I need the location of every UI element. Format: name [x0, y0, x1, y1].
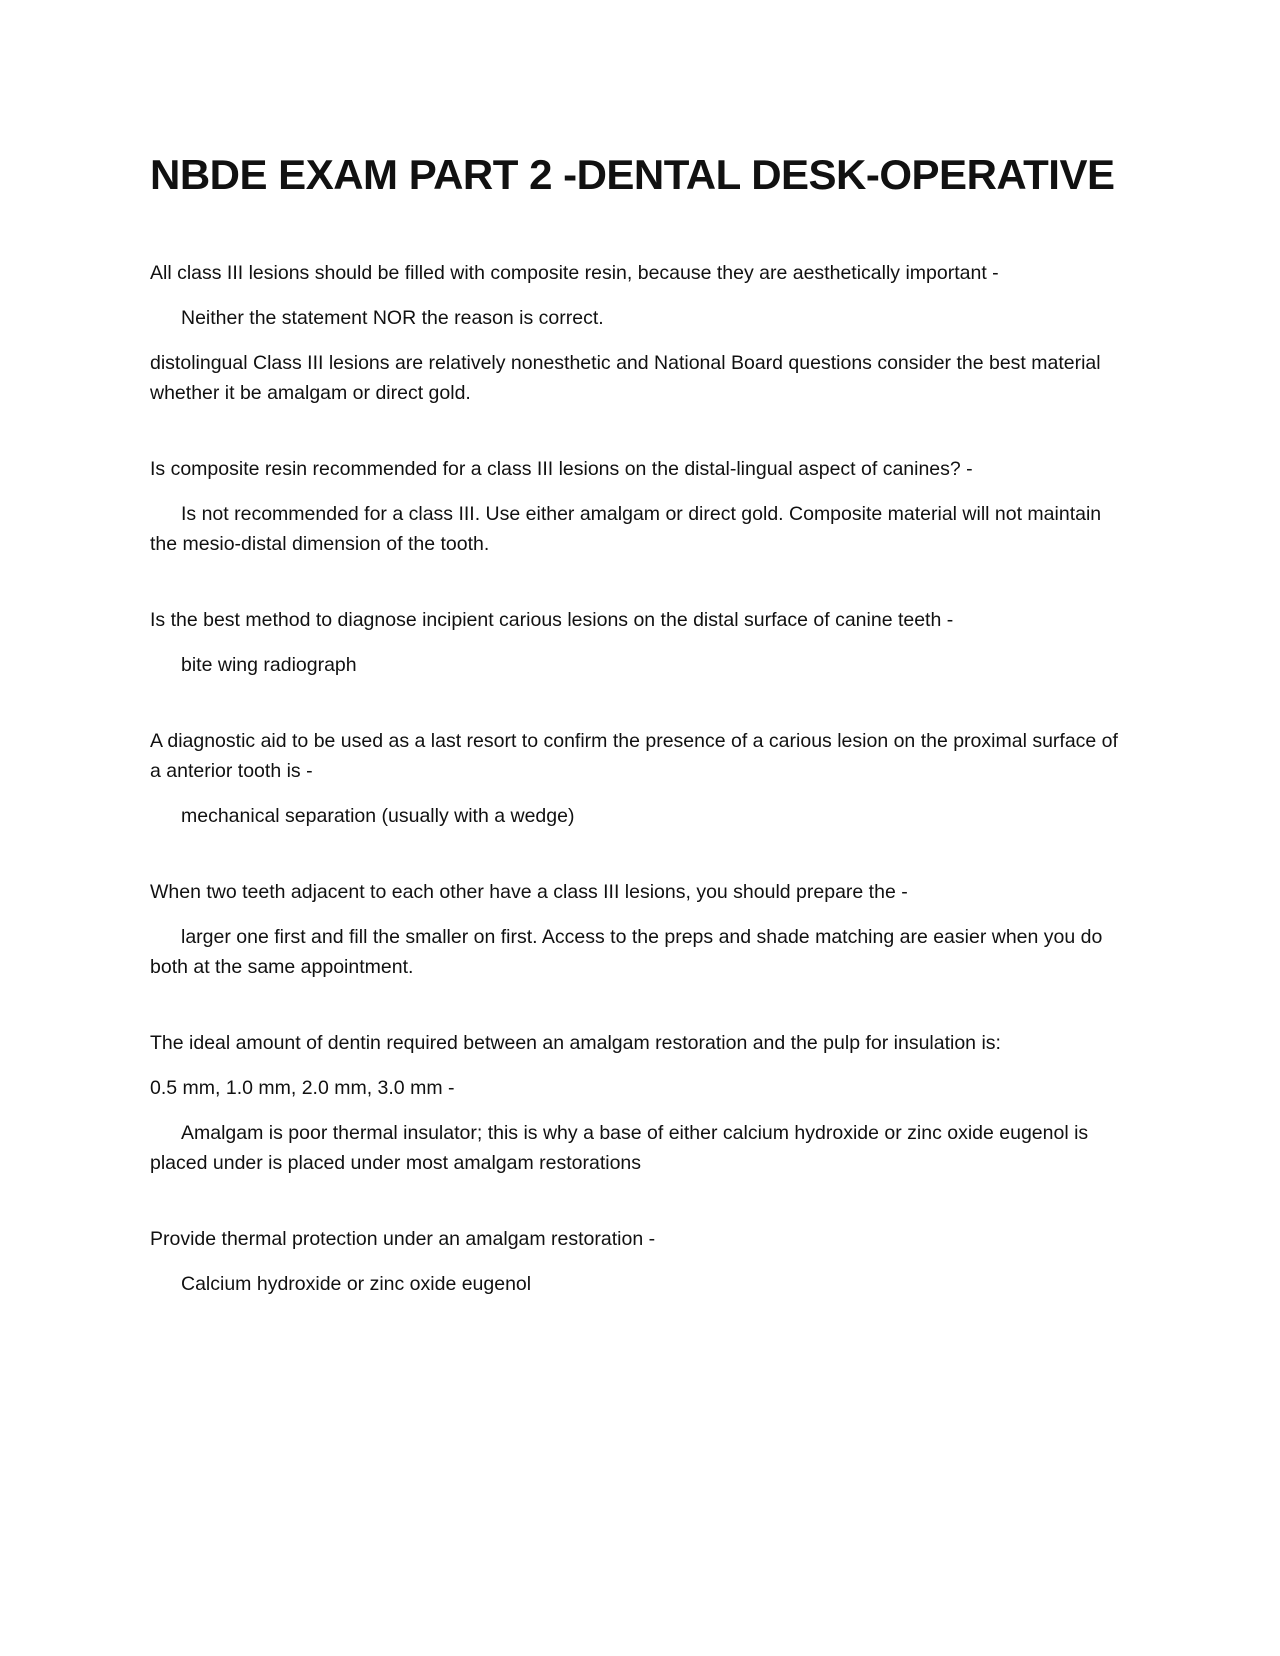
- question-text: A diagnostic aid to be used as a last resort to confirm the presence of a carious lesion on the proximal surface of a anterior tooth is -: [150, 730, 1118, 783]
- question-text: All class III lesions should be filled with composite resin, because they are aesthetically important -: [150, 262, 999, 285]
- document-body: [150, 150, 1125, 1345]
- qa-item-7: [150, 1224, 1125, 1299]
- question-text: Provide thermal protection under an amalgam restoration -: [150, 1228, 656, 1251]
- explanation-text: distolingual Class III lesions are relatively nonesthetic and National Board questions consider the best material whether it be amalgam or direct gold.: [150, 352, 1101, 405]
- document-title: NBDE EXAM PART 2 -DENTAL DESK-OPERATIVE: [150, 151, 1115, 198]
- qa-item-2: [150, 454, 1125, 559]
- qa-item-5: [150, 877, 1125, 982]
- question-text: Is composite resin recommended for a class III lesions on the distal-lingual aspect of canines? -: [150, 458, 973, 481]
- question-text: Is the best method to diagnose incipient carious lesions on the distal surface of canine teeth -: [150, 609, 954, 632]
- question-options-text: 0.5 mm, 1.0 mm, 2.0 mm, 3.0 mm -: [150, 1077, 455, 1100]
- qa-item-6: [150, 1028, 1125, 1178]
- qa-item-1: [150, 258, 1125, 408]
- answer-text: larger one first and fill the smaller on first. Access to the preps and shade matching are easier when you do both at the same appointment.: [150, 926, 1103, 979]
- answer-text: Neither the statement NOR the reason is correct.: [181, 307, 604, 330]
- answer-text: Amalgam is poor thermal insulator; this is why a base of either calcium hydroxide or zinc oxide eugenol is placed under is placed under most amalgam restorations: [150, 1122, 1089, 1175]
- answer-text: bite wing radiograph: [181, 654, 357, 677]
- qa-item-3: [150, 605, 1125, 680]
- question-text: When two teeth adjacent to each other have a class III lesions, you should prepare the -: [150, 881, 908, 904]
- question-text: The ideal amount of dentin required between an amalgam restoration and the pulp for insulation is:: [150, 1032, 1001, 1055]
- answer-text: Is not recommended for a class III. Use either amalgam or direct gold. Composite material will not maintain the mesio-distal dimension of the tooth.: [150, 503, 1102, 556]
- answer-text: Calcium hydroxide or zinc oxide eugenol: [181, 1273, 532, 1296]
- qa-item-4: [150, 726, 1125, 831]
- answer-text: mechanical separation (usually with a wedge): [181, 805, 575, 828]
